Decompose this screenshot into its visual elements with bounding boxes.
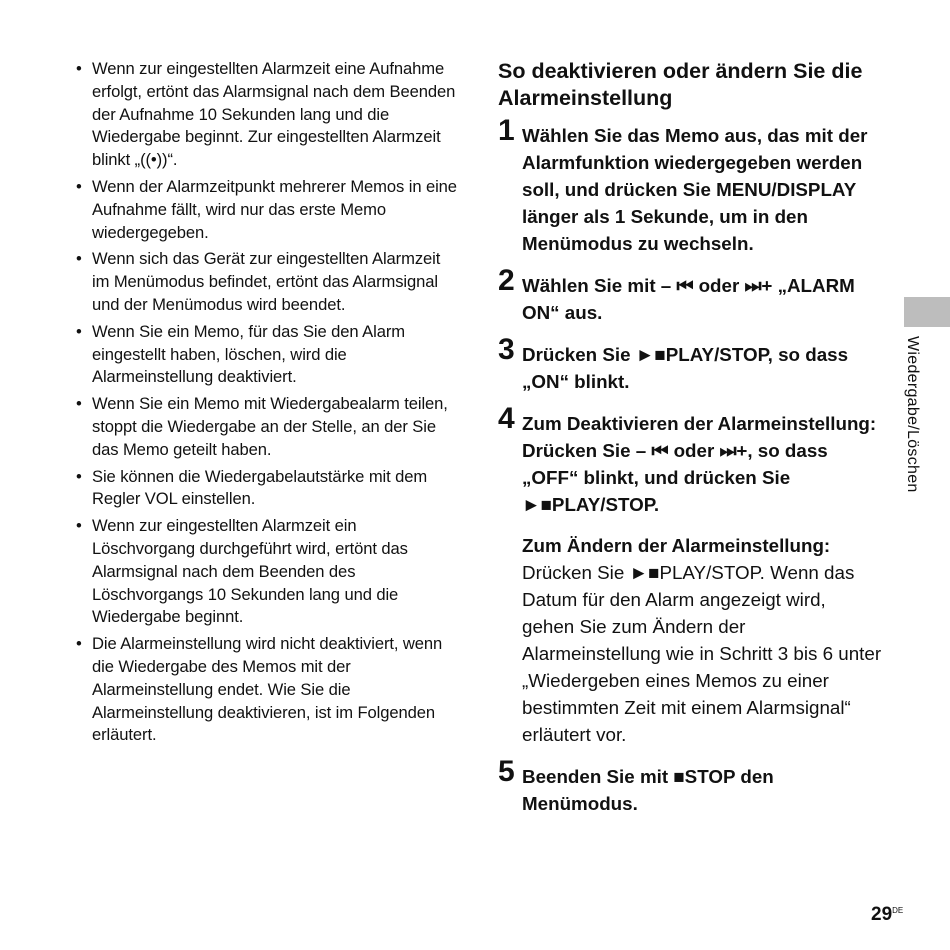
note-text: Wenn sich das Gerät zur eingestellten Alarmzeit im Menümodus befindet, ertönt das Alarmsignal und der Menümodus wird beendet. [92,249,441,314]
step-text: Wählen Sie mit – ⏮ oder ⏭+ „ALARM ON“ aus. [522,275,855,323]
bullet-dot-icon: • [76,516,82,536]
list-item [74,248,459,316]
list-item [74,515,459,629]
step-text: Wählen Sie das Memo aus, das mit der Alarmfunktion wiedergegeben werden soll, und drücken Sie MENU/DISPLAY länger als 1 Sekunde, um in den Menümodus zu wechseln. [522,125,868,254]
note-text: Wenn Sie ein Memo, für das Sie den Alarm eingestellt haben, löschen, wird die Alarmeinstellung deaktiviert. [92,321,405,387]
note-text: Wenn zur eingestellten Alarmzeit eine Aufnahme erfolgt, ertönt das Alarmsignal nach dem Beenden der Aufnahme 10 Sekunden lang und die Wiedergabe beginnt. Zur eingestellten Alarmzeit blinkt „((•))“. [92,59,456,170]
bullet-dot-icon: • [76,394,82,414]
change-alarm-text: Drücken Sie ►■PLAY/STOP. Wenn das Datum für den Alarm angezeigt wird, gehen Sie zum Ändern der Alarmeinstellung wie in Schritt 3 bis 6 unter „Wiedergeben eines Memos zu einer bestimmten Zeit mit einem Alarmsignal“ erläutert vor. [522,562,882,745]
list-item [74,633,459,747]
bullet-dot-icon: • [76,466,82,486]
list-item [74,466,459,512]
step-text: Zum Deaktivieren der Alarmeinstellung: Drücken Sie – ⏮ oder ⏭+, so dass „OFF“ blinkt, und drücken Sie ►■PLAY/STOP. [522,413,877,515]
page-language-suffix: DE [892,906,904,915]
note-text: Sie können die Wiedergabelautstärke mit dem Regler VOL einstellen. [92,466,428,509]
list-item [74,58,459,172]
step-5 [498,755,883,817]
note-text: Wenn zur eingestellten Alarmzeit ein Löschvorgang durchgeführt wird, ertönt das Alarmsignal nach dem Beenden des Löschvorgangs 10 Sekunden lang und die Wiedergabe beginnt. [92,516,408,627]
step-number: 5 [498,755,515,788]
step-4 [498,402,883,748]
step-number: 4 [498,402,515,435]
bullet-dot-icon: • [76,321,82,341]
page-number [871,904,903,926]
bullet-dot-icon: • [76,249,82,269]
right-column [498,58,883,832]
step-number: 2 [498,264,515,297]
step-number: 1 [498,114,515,147]
section-tab-marker [904,297,950,327]
step-3 [498,333,883,395]
bullet-dot-icon: • [76,176,82,196]
note-text: Wenn Sie ein Memo mit Wiedergabealarm teilen, stoppt die Wiedergabe an der Stelle, an der Sie das Memo geteilt haben. [92,394,448,459]
change-alarm-heading: Zum Ändern der Alarmeinstellung: [522,535,831,556]
bullet-dot-icon: • [76,59,82,78]
section-side-label: Wiedergabe/Löschen [904,336,921,493]
step-text: Beenden Sie mit ■STOP den Menümodus. [522,766,774,814]
left-column [74,58,459,751]
page-number-value: 29 [871,904,893,925]
list-item [74,393,459,461]
bullet-dot-icon: • [76,634,82,654]
list-item [74,176,459,244]
notes-list [74,58,459,747]
step-text: Drücken Sie ►■PLAY/STOP, so dass „ON“ blinkt. [522,344,849,392]
step-1 [498,114,883,257]
step-2 [498,264,883,326]
step-number: 3 [498,333,515,366]
section-title: So deaktivieren oder ändern Sie die Alarmeinstellung [498,59,863,110]
note-text: Die Alarmeinstellung wird nicht deaktiviert, wenn die Wiedergabe des Memos mit der Alarmeinstellung endet. Wie Sie die Alarmeinstellung deaktivieren, ist im Folgenden erläutert. [92,634,443,745]
list-item [74,321,459,389]
note-text: Wenn der Alarmzeitpunkt mehrerer Memos in eine Aufnahme fällt, wird nur das erste Memo wiedergegeben. [92,176,457,242]
